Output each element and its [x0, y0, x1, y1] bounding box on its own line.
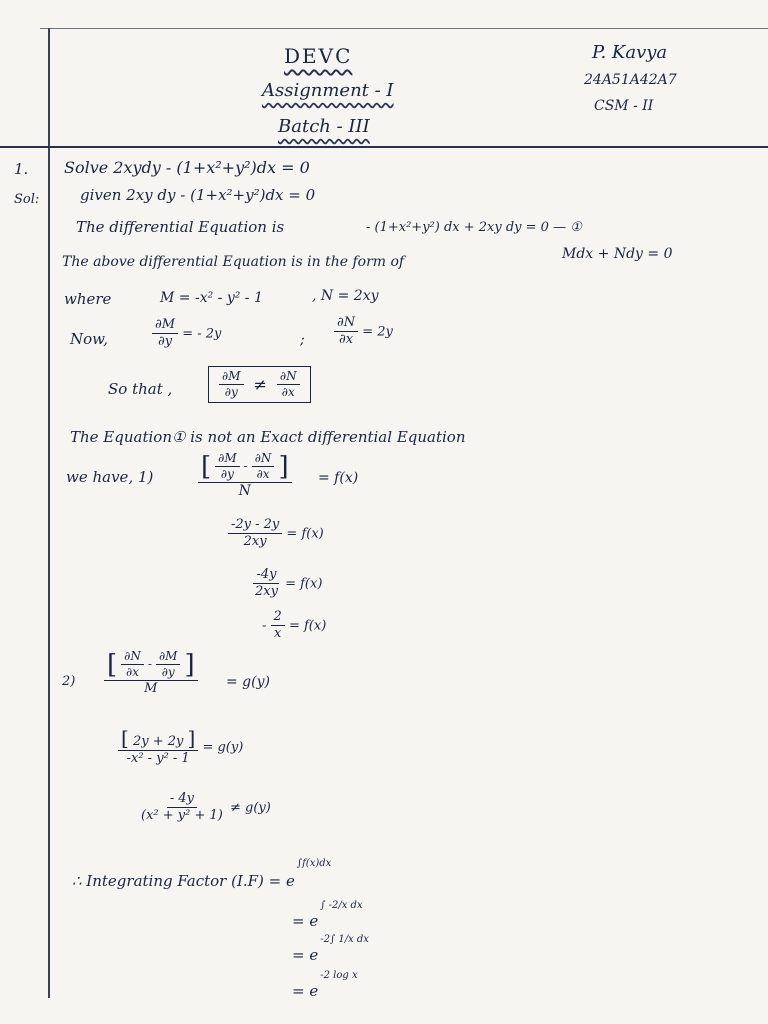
- de-text: The differential Equation is: [76, 218, 285, 236]
- class-section: CSM - II: [594, 98, 654, 114]
- p1-minus: -: [243, 459, 248, 474]
- part2-fraction: [104, 650, 198, 697]
- p2-step2-den: (x² + y² + 1): [141, 808, 223, 824]
- page-top-rule: [40, 28, 768, 29]
- if-line3-base: = e: [292, 982, 319, 1000]
- not-exact-statement: The Equation① is not an Exact differential Equation: [70, 428, 466, 446]
- box-dNdx-den: ∂x: [281, 385, 295, 400]
- box-dNdx-num: ∂N: [277, 370, 300, 385]
- p2-dMdy-num: ∂M: [156, 650, 181, 665]
- margin-rule: [48, 28, 50, 998]
- if-line2-exp: -2∫ 1/x dx: [320, 934, 369, 945]
- so-that-label: So that ,: [108, 380, 173, 398]
- part2-label: 2): [62, 674, 76, 689]
- p1-fx: = f(x): [318, 470, 359, 486]
- neq-sign: ≠: [253, 375, 267, 395]
- right-bracket: ]: [278, 451, 289, 482]
- p2-minus: -: [147, 657, 152, 672]
- we-have-label: we have, 1): [66, 468, 154, 486]
- M-definition: M = -x² - y² - 1: [160, 290, 263, 306]
- p2-step1-den: -x² - y² - 1: [126, 751, 190, 767]
- p2-step2-num: - 4y: [167, 792, 197, 808]
- p1-dMdy-den: ∂y: [220, 467, 234, 482]
- p2-step2: [138, 792, 271, 824]
- if-statement: [72, 858, 332, 890]
- dMdy-numerator: ∂M: [152, 318, 178, 334]
- p2-dNdx-den: ∂x: [126, 665, 139, 680]
- if-line1-exp: ∫ -2/x dx: [320, 900, 363, 911]
- p1-step3-den: x: [274, 626, 282, 642]
- p2-dMdy-den: ∂y: [161, 665, 175, 680]
- left-bracket: [: [201, 451, 212, 482]
- if-line3-exp: -2 log x: [320, 970, 358, 981]
- separator: ;: [300, 332, 305, 348]
- dMdy-denominator: ∂y: [157, 334, 173, 350]
- dMdy-expression: [152, 318, 221, 350]
- p1-step2: [252, 568, 322, 600]
- p1-step3-fx: = f(x): [288, 618, 327, 634]
- p2-step1: [118, 728, 243, 767]
- dNdx-value: = 2y: [362, 324, 393, 340]
- given-line: given 2xy dy - (1+x²+y²)dx = 0: [80, 186, 316, 204]
- p2-M-denominator: M: [144, 681, 158, 697]
- if-text: ∴ Integrating Factor (I.F) = e: [72, 872, 295, 890]
- dNdx-denominator: ∂x: [339, 332, 354, 348]
- de-equation: - (1+x²+y²) dx + 2xy dy = 0 — ①: [366, 220, 582, 235]
- box-dMdy-num: ∂M: [219, 370, 244, 385]
- p1-dNdx-num: ∂N: [252, 452, 275, 467]
- p1-step3: [262, 610, 326, 642]
- roll-number: 24A51A42A7: [584, 72, 677, 88]
- p2-s1-right-bracket: ]: [187, 726, 196, 750]
- p2-step1-num: [118, 728, 198, 751]
- question-number: 1.: [14, 160, 29, 178]
- assignment-title: Assignment - I: [262, 80, 394, 101]
- dMdy-value: = - 2y: [182, 326, 222, 342]
- form-equation: Mdx + Ndy = 0: [562, 246, 673, 262]
- part1-fraction: [198, 452, 292, 500]
- N-definition: , N = 2xy: [312, 288, 379, 304]
- if-exponent: ∫f(x)dx: [296, 858, 332, 869]
- now-label: Now,: [70, 330, 108, 348]
- p1-step1-den: 2xy: [243, 534, 267, 550]
- p2-dNdx-num: ∂N: [121, 650, 144, 665]
- p1-step3-minus: -: [262, 618, 267, 634]
- p1-step1-fx: = f(x): [286, 526, 324, 542]
- dNdx-expression: [334, 316, 393, 348]
- p2-left-bracket: [: [107, 649, 118, 680]
- if-line2-base: = e: [292, 946, 319, 964]
- solution-label: Sol:: [14, 192, 40, 207]
- if-line1: [292, 900, 363, 930]
- box-dMdy-den: ∂y: [224, 385, 238, 400]
- p1-step2-den: 2xy: [255, 584, 278, 600]
- p2-step2-rel: ≠ g(y): [229, 800, 271, 816]
- if-line1-base: = e: [292, 912, 319, 930]
- p1-step3-num: 2: [271, 610, 285, 626]
- form-text: The above differential Equation is in the form of: [62, 254, 405, 270]
- p1-dMdy-num: ∂M: [215, 452, 240, 467]
- p2-s1-left-bracket: [: [121, 726, 129, 750]
- question-text: Solve 2xydy - (1+x²+y²)dx = 0: [64, 158, 310, 177]
- p1-N-denominator: N: [238, 483, 251, 500]
- p1-step2-num: -4y: [253, 568, 279, 584]
- p1-dNdx-den: ∂x: [256, 467, 270, 482]
- batch-title: Batch - III: [278, 116, 370, 137]
- inequality-box: [208, 366, 311, 403]
- student-name: P. Kavya: [592, 42, 668, 63]
- p1-step2-fx: = f(x): [285, 576, 323, 592]
- p2-step1-num-text: 2y + 2y: [132, 734, 184, 749]
- p2-gy: = g(y): [226, 674, 270, 690]
- p2-step1-gy: = g(y): [202, 739, 244, 755]
- subject-title: DEVC: [284, 44, 353, 68]
- p2-right-bracket: ]: [184, 649, 195, 680]
- header-divider: [0, 146, 768, 148]
- dNdx-numerator: ∂N: [334, 316, 358, 332]
- where-label: where: [64, 290, 112, 308]
- p1-step1-num: -2y - 2y: [228, 518, 282, 534]
- if-line3: [292, 970, 358, 1000]
- p1-step1: [228, 518, 324, 550]
